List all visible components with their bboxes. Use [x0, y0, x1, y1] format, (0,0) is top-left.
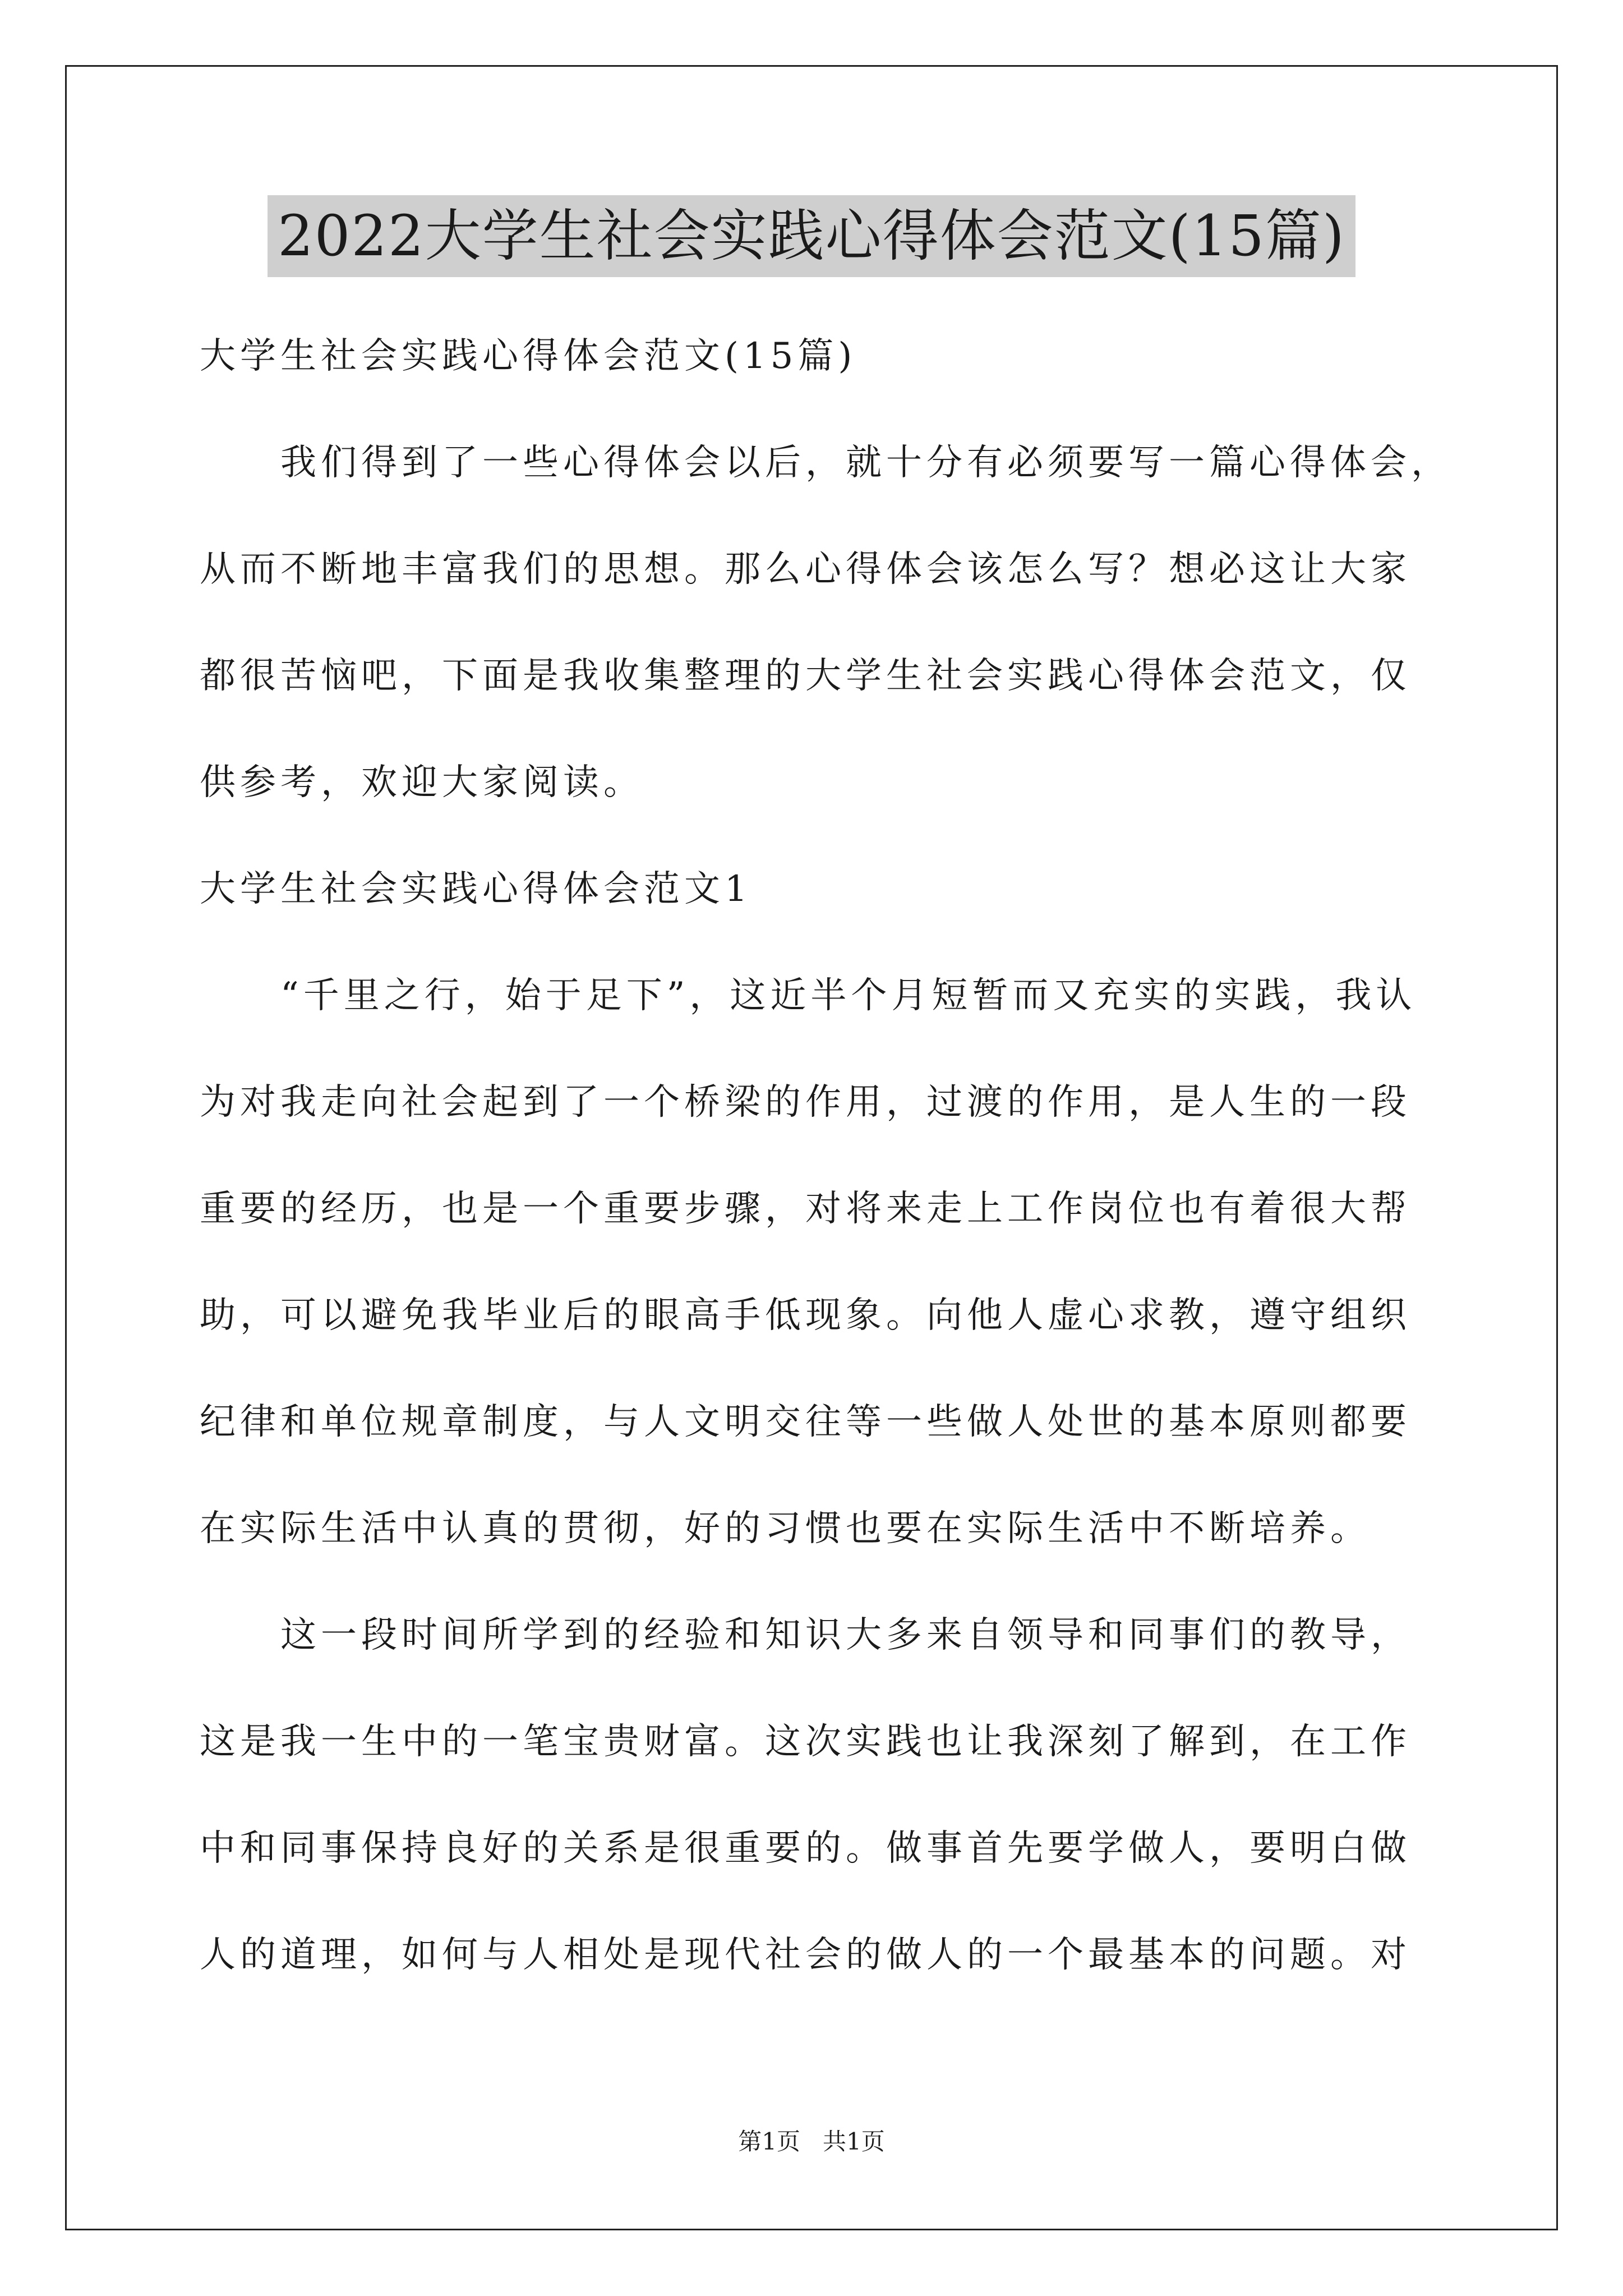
- intro-paragraph-line: 供参考，欢迎大家阅读。: [200, 762, 644, 803]
- document-title[interactable]: 2022大学生社会实践心得体会范文(15篇): [268, 195, 1355, 277]
- page-footer: 第1页 共1页: [738, 2128, 885, 2155]
- section-heading-1: 大学生社会实践心得体会范文1: [200, 868, 752, 910]
- section-1-paragraph-2-line: 这一段时间所学到的经验和知识大多来自领导和同事们的教导，: [280, 1614, 1411, 1656]
- intro-paragraph-line: 我们得到了一些心得体会以后，就十分有必须要写一篇心得体会，: [280, 442, 1451, 484]
- intro-paragraph-line: 都很苦恼吧，下面是我收集整理的大学生社会实践心得体会范文，仅: [200, 655, 1411, 697]
- section-1-paragraph-line: 在实际生活中认真的贯彻，好的习惯也要在实际生活中不断培养。: [200, 1508, 1371, 1549]
- title-container: [0, 195, 1623, 277]
- section-1-paragraph-line: 纪律和单位规章制度，与人文明交往等一些做人处世的基本原则都要: [200, 1401, 1411, 1443]
- document-body: [200, 303, 1451, 2008]
- section-1-paragraph-2-line: 人的道理，如何与人相处是现代社会的做人的一个最基本的问题。对: [200, 1934, 1411, 1976]
- section-1-paragraph-2-line: 这是我一生中的一笔宝贵财富。这次实践也让我深刻了解到，在工作: [200, 1721, 1411, 1763]
- section-1-paragraph-line: “千里之行，始于足下”，这近半个月短暂而又充实的实践，我认: [280, 975, 1417, 1016]
- section-1-paragraph-line: 助，可以避免我毕业后的眼高手低现象。向他人虚心求教，遵守组织: [200, 1295, 1411, 1336]
- intro-paragraph-line: 从而不断地丰富我们的思想。那么心得体会该怎么写？想必这让大家: [200, 549, 1411, 590]
- subtitle-line: 大学生社会实践心得体会范文(15篇): [200, 335, 857, 377]
- section-1-paragraph-line: 为对我走向社会起到了一个桥梁的作用，过渡的作用，是人生的一段: [200, 1082, 1411, 1123]
- section-1-paragraph-2-line: 中和同事保持良好的关系是很重要的。做事首先要学做人，要明白做: [200, 1828, 1411, 1869]
- section-1-paragraph-line: 重要的经历，也是一个重要步骤，对将来走上工作岗位也有着很大帮: [200, 1188, 1411, 1230]
